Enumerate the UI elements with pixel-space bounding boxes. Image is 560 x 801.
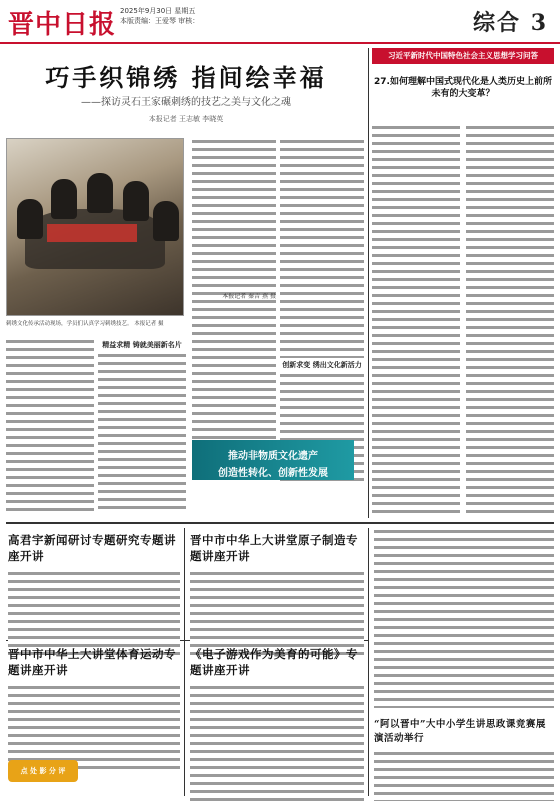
- end-byline: 本报记者 秦吉 燕 摄: [222, 293, 276, 300]
- photo-person: [123, 181, 149, 221]
- bottom-article: [190, 646, 364, 801]
- sidebar-question: 27.如何理解中国式现代化是人类历史上前所未有的大变革？: [374, 77, 552, 99]
- article-subhead: 创新求变 绣出文化新活力: [282, 361, 362, 369]
- sidebar-column: [466, 124, 554, 514]
- promo-banner: [192, 440, 354, 480]
- sidebar-banner: 习近平新时代中国特色社会主义思想学习问答: [372, 48, 554, 64]
- bottom-body: [8, 570, 180, 656]
- sidebar-column: [372, 124, 460, 514]
- photo-person: [51, 179, 77, 219]
- newspaper-logo: 晋中日报: [8, 10, 117, 40]
- photo-fabric: [47, 224, 137, 242]
- photo-caption: 刺绣文化传承活动现场，学员们认真学习刺绣技艺。 本报记者 摄: [6, 321, 164, 327]
- date-line: 2025年9月30日 星期五: [120, 7, 196, 15]
- sidebar-continued-column: [374, 528, 554, 708]
- article-subhead: 精益求精 铸就美丽新名片: [102, 341, 182, 349]
- bottom-headline: 晋中市中华上大讲堂原子制造专题讲座开讲: [190, 533, 358, 563]
- main-headline: 巧手织锦绣 指间绘幸福: [45, 63, 327, 92]
- bottom-headline: 高君宇新闻研讨专题研究专题讲座开讲: [8, 533, 176, 563]
- photo-person: [17, 199, 43, 239]
- bottom-headline: “阿以晋中”大中小学生讲思政课竞赛展演活动举行: [374, 719, 546, 744]
- bottom-body: [190, 570, 364, 656]
- article-column: [98, 338, 186, 513]
- section-divider: [6, 522, 554, 524]
- bottom-article: [8, 532, 180, 656]
- article-column: [6, 338, 94, 513]
- article-column: [280, 138, 364, 483]
- issue-meta: [120, 6, 230, 26]
- article-photo: [6, 138, 184, 316]
- bottom-article: [190, 532, 364, 656]
- bottom-body: [190, 684, 364, 801]
- column-divider: [184, 528, 185, 796]
- bottom-body: [374, 750, 554, 801]
- sidebar-qa: [372, 48, 554, 518]
- column-divider: [368, 528, 369, 796]
- photo-person: [153, 201, 179, 241]
- photo-person: [87, 173, 113, 213]
- main-subheadline: ——探访灵石王家碾刺绣的技艺之美与文化之魂: [81, 97, 291, 108]
- bottom-headline: 晋中市中华上大讲堂体育运动专题讲座开讲: [8, 647, 176, 677]
- bottom-article: [374, 716, 554, 801]
- editor-line: 本版责编：王爱琴 审核：: [120, 17, 200, 25]
- column-divider: [368, 48, 369, 518]
- promo-line: 推动非物质文化遗产: [228, 451, 318, 462]
- main-byline: 本报记者 王志敏 李晓英: [148, 115, 224, 123]
- masthead: [0, 0, 560, 44]
- promo-line: 创造性转化、创新性发展: [218, 468, 328, 479]
- section-title: 综合 3: [473, 10, 548, 36]
- stamp-badge: 点 处 影 分 评: [8, 760, 78, 782]
- bottom-body: [8, 684, 180, 770]
- bottom-article: [8, 646, 180, 770]
- article-column: [192, 138, 276, 483]
- bottom-headline: 《电子游戏作为美育的可能》专题讲座开讲: [190, 647, 358, 677]
